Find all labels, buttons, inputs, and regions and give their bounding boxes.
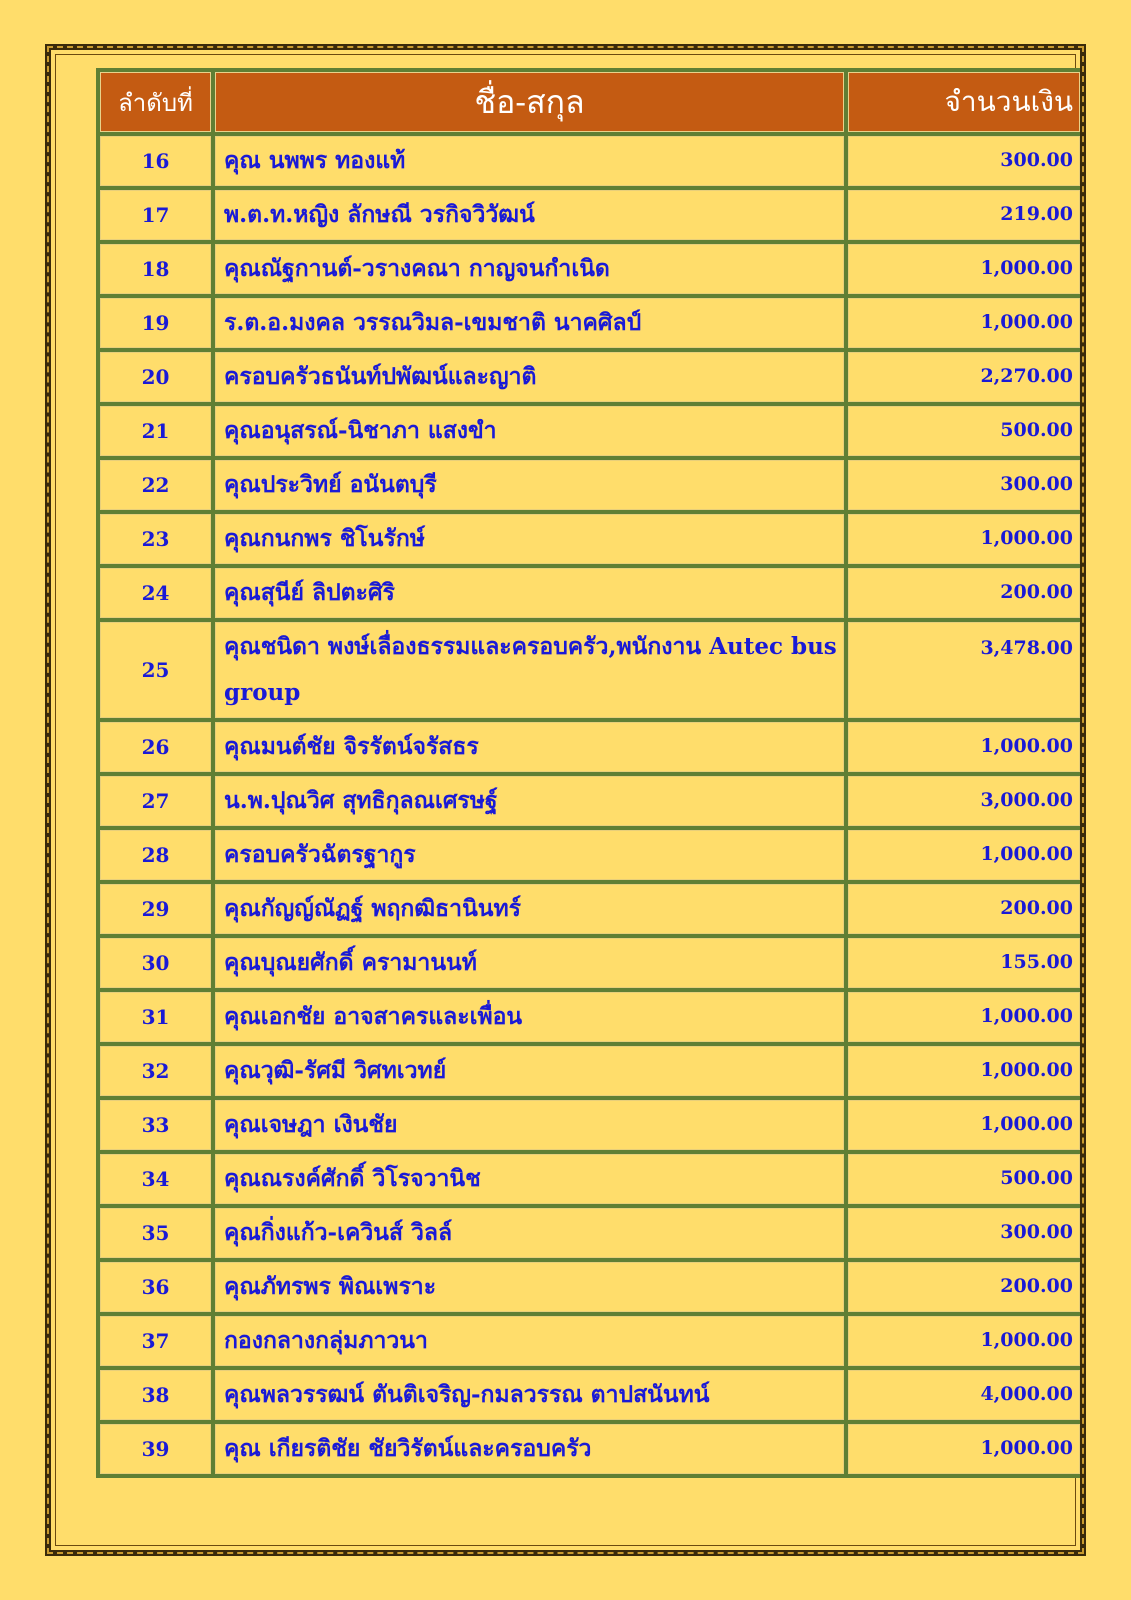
row-amount: 3,478.00	[848, 622, 1080, 718]
row-name: คุณพลวรรฒน์ ตันติเจริญ-กมลวรรณ ตาปสนันทน์	[215, 1370, 844, 1420]
table-row	[100, 722, 1080, 772]
row-number: 38	[100, 1370, 211, 1420]
row-number: 24	[100, 568, 211, 618]
table-row	[100, 884, 1080, 934]
row-number: 30	[100, 938, 211, 988]
row-number: 27	[100, 776, 211, 826]
header-number: ลำดับที่	[100, 72, 211, 132]
row-name: คุณมนต์ชัย จิรรัตน์จรัสธร	[215, 722, 844, 772]
table-row	[100, 622, 1080, 718]
row-amount: 1,000.00	[848, 1046, 1080, 1096]
row-number: 33	[100, 1100, 211, 1150]
row-name: คุณเจษฎา เงินชัย	[215, 1100, 844, 1150]
row-amount: 2,270.00	[848, 352, 1080, 402]
row-name: คุณกนกพร ชิโนรักษ์	[215, 514, 844, 564]
row-number: 31	[100, 992, 211, 1042]
table-row	[100, 1316, 1080, 1366]
table-row	[100, 1100, 1080, 1150]
row-number: 37	[100, 1316, 211, 1366]
row-name: คุณประวิทย์ อนันตบุรี	[215, 460, 844, 510]
row-amount: 155.00	[848, 938, 1080, 988]
row-name: คุณณัฐกานต์-วรางคณา กาญจนกำเนิด	[215, 244, 844, 294]
table-row	[100, 1262, 1080, 1312]
row-number: 32	[100, 1046, 211, 1096]
row-amount: 219.00	[848, 190, 1080, 240]
row-name: น.พ.ปุณวิศ สุทธิกุลณเศรษฐ์	[215, 776, 844, 826]
row-number: 34	[100, 1154, 211, 1204]
row-amount: 1,000.00	[848, 1424, 1080, 1474]
row-amount: 1,000.00	[848, 244, 1080, 294]
row-amount: 500.00	[848, 1154, 1080, 1204]
row-name: คุณ เกียรติชัย ชัยวิรัตน์และครอบครัว	[215, 1424, 844, 1474]
row-name: พ.ต.ท.หญิง ลักษณี วรกิจวิวัฒน์	[215, 190, 844, 240]
row-name: กองกลางกลุ่มภาวนา	[215, 1316, 844, 1366]
row-amount: 1,000.00	[848, 1316, 1080, 1366]
table-row	[100, 406, 1080, 456]
row-amount: 1,000.00	[848, 722, 1080, 772]
table-row	[100, 352, 1080, 402]
row-amount: 1,000.00	[848, 298, 1080, 348]
table-row	[100, 1208, 1080, 1258]
row-amount: 200.00	[848, 1262, 1080, 1312]
row-name: ครอบครัวธนันท์ปพัฒน์และญาติ	[215, 352, 844, 402]
donor-table	[96, 68, 1080, 1478]
table-row	[100, 568, 1080, 618]
row-name: คุณกิ่งแก้ว-เควินส์ วิลล์	[215, 1208, 844, 1258]
row-number: 20	[100, 352, 211, 402]
row-number: 23	[100, 514, 211, 564]
row-amount: 3,000.00	[848, 776, 1080, 826]
row-amount: 1,000.00	[848, 830, 1080, 880]
row-number: 35	[100, 1208, 211, 1258]
table-row	[100, 938, 1080, 988]
row-amount: 300.00	[848, 460, 1080, 510]
table-row	[100, 244, 1080, 294]
row-name: ครอบครัวฉัตรฐากูร	[215, 830, 844, 880]
table-row	[100, 190, 1080, 240]
row-amount: 1,000.00	[848, 992, 1080, 1042]
row-name: คุณเอกชัย อาจสาครและเพื่อน	[215, 992, 844, 1042]
row-number: 25	[100, 622, 211, 718]
row-number: 21	[100, 406, 211, 456]
table-header-row	[100, 72, 1080, 132]
table-row	[100, 830, 1080, 880]
row-amount: 300.00	[848, 1208, 1080, 1258]
table-body	[100, 136, 1080, 1474]
row-name: คุณบุณยศักดิ์ ครามานนท์	[215, 938, 844, 988]
row-number: 39	[100, 1424, 211, 1474]
row-name: ร.ต.อ.มงคล วรรณวิมล-เขมชาติ นาคศิลป์	[215, 298, 844, 348]
row-amount: 1,000.00	[848, 1100, 1080, 1150]
table-row	[100, 776, 1080, 826]
row-amount: 4,000.00	[848, 1370, 1080, 1420]
row-number: 29	[100, 884, 211, 934]
row-name: คุณสุนีย์ ลิปตะศิริ	[215, 568, 844, 618]
row-name: คุณ นพพร ทองแท้	[215, 136, 844, 186]
row-amount: 200.00	[848, 884, 1080, 934]
row-name: คุณอนุสรณ์-นิชาภา แสงขำ	[215, 406, 844, 456]
row-number: 17	[100, 190, 211, 240]
header-name: ชื่อ-สกุล	[215, 72, 844, 132]
row-amount: 200.00	[848, 568, 1080, 618]
table-row	[100, 1154, 1080, 1204]
row-name: คุณวุฒิ-รัศมี วิศทเวทย์	[215, 1046, 844, 1096]
row-number: 18	[100, 244, 211, 294]
row-name: คุณกัญญ์ณัฏฐ์ พฤกฒิธานินทร์	[215, 884, 844, 934]
row-number: 22	[100, 460, 211, 510]
table-row	[100, 992, 1080, 1042]
row-number: 26	[100, 722, 211, 772]
row-name: คุณภัทรพร พิณเพราะ	[215, 1262, 844, 1312]
row-amount: 500.00	[848, 406, 1080, 456]
row-number: 16	[100, 136, 211, 186]
header-amount: จำนวนเงิน	[848, 72, 1080, 132]
row-amount: 1,000.00	[848, 514, 1080, 564]
table-row	[100, 1046, 1080, 1096]
donor-table-container	[96, 68, 1080, 1552]
row-number: 36	[100, 1262, 211, 1312]
row-amount: 300.00	[848, 136, 1080, 186]
table-row	[100, 1370, 1080, 1420]
table-row	[100, 460, 1080, 510]
table-row	[100, 514, 1080, 564]
row-name: คุณชนิดา พงษ์เลื่องธรรมและครอบครัว,พนักงาน Autec bus group	[215, 622, 844, 718]
row-name: คุณณรงค์ศักดิ์ วิโรจวานิช	[215, 1154, 844, 1204]
table-row	[100, 298, 1080, 348]
row-number: 28	[100, 830, 211, 880]
table-row	[100, 1424, 1080, 1474]
row-number: 19	[100, 298, 211, 348]
table-row	[100, 136, 1080, 186]
